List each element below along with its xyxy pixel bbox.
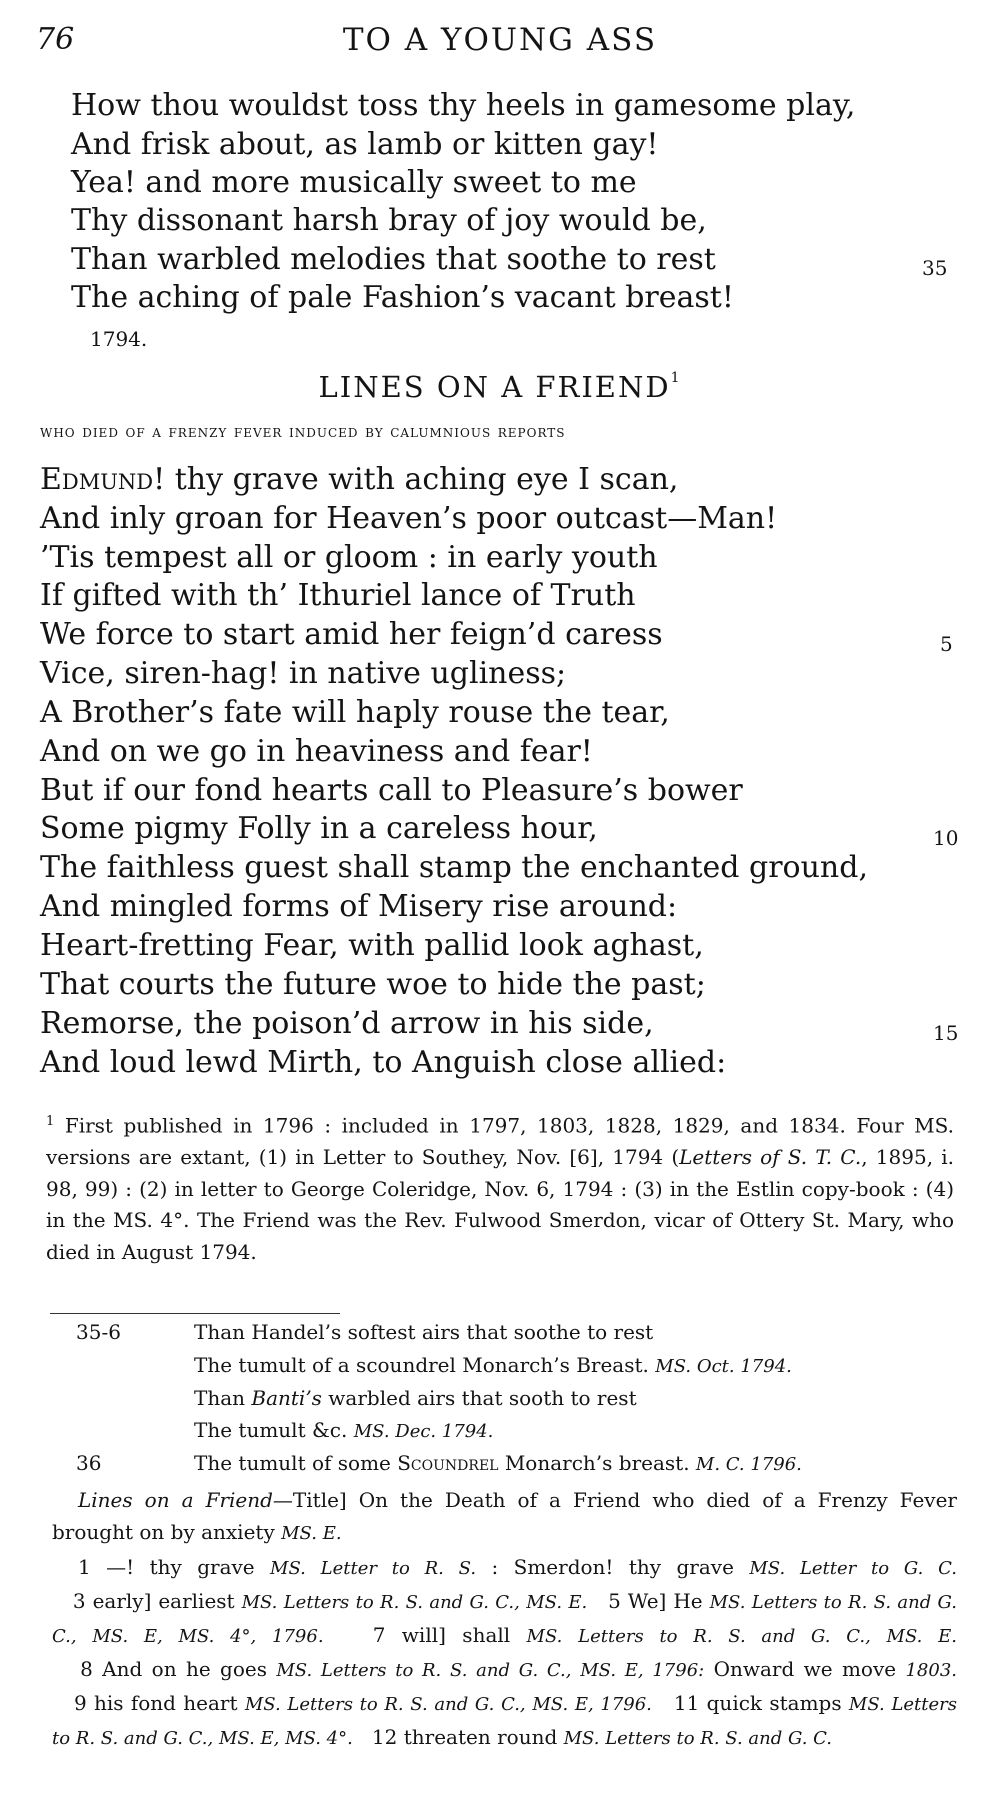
poem-line: Heart-fretting Fear, with pallid look aghast,	[40, 928, 704, 963]
variant-line	[194, 1386, 637, 1410]
apparatus-text: 3 early] earliest	[52, 1589, 242, 1613]
variant-smallcaps: Scoundrel	[397, 1451, 499, 1475]
apparatus-source: MS. Letters to R. S. and G. C.	[563, 1728, 832, 1749]
poem-line: The aching of pale Fashion’s vacant breast!	[71, 280, 734, 315]
apparatus-text: 1 —! thy grave	[78, 1555, 271, 1579]
apparatus-source: MS. Letters to R. S. and G. C., MS. E, 1796:	[276, 1660, 705, 1681]
poem-line	[40, 462, 678, 497]
poem-line: That courts the future woe to hide the past;	[40, 967, 706, 1002]
variant-text: The tumult &c.	[194, 1418, 348, 1442]
poem-line: We force to start amid her feign’d caress	[40, 617, 663, 652]
poem-line: A Brother’s fate will haply rouse the tear,	[40, 695, 670, 730]
apparatus-text: —Title] On the Death of a Friend who died of a Frenzy Fever brought on by anxiety	[52, 1488, 957, 1544]
poem-title	[0, 370, 1000, 404]
poem-line: But if our fond hearts call to Pleasure’s bower	[40, 773, 743, 808]
apparatus-source: MS. Letter to R. S.	[270, 1558, 477, 1579]
apparatus-source: 1803.	[905, 1660, 957, 1681]
variant-text: Monarch’s breast.	[498, 1451, 690, 1475]
line-number: 15	[933, 1021, 959, 1045]
poem-line: If gifted with th’ Ithuriel lance of Truth	[40, 578, 636, 613]
footnote-italic: Letters of S. T. C.	[679, 1145, 862, 1170]
variant-line	[194, 1451, 802, 1475]
line-number: 10	[933, 826, 959, 850]
variant-line	[194, 1418, 493, 1442]
apparatus-text: 9 his fond heart	[52, 1691, 245, 1715]
poem-line: Thy dissonant harsh bray of joy would be,	[71, 203, 707, 238]
poem-line: How thou wouldst toss thy heels in gamesome play,	[71, 88, 856, 123]
poem-line: And mingled forms of Misery rise around:	[40, 889, 678, 924]
poem-title-text: LINES ON A FRIEND	[318, 370, 671, 404]
apparatus-source: MS. Letters to R. S. and G. C., MS. E, MS. 4°.	[52, 1694, 958, 1749]
footnote-ref: 1	[670, 370, 682, 386]
poem-line: And inly groan for Heaven’s poor outcast—Man!	[40, 501, 778, 536]
variant-ref: 35-6	[76, 1320, 121, 1344]
poem-line: ’Tis tempest all or gloom : in early youth	[40, 540, 658, 575]
poem-line: And frisk about, as lamb or kitten gay!	[71, 127, 659, 162]
line-number: 5	[940, 632, 953, 656]
variant-source: M. C. 1796.	[695, 1454, 802, 1475]
apparatus-text: 7 will] shall	[323, 1623, 527, 1647]
line-number: 35	[922, 256, 948, 280]
apparatus-source: MS. Letters to R. S. and G. C., MS. E.	[241, 1592, 588, 1613]
poem-line: Yea! and more musically sweet to me	[71, 165, 637, 200]
poem-line: Remorse, the poison’d arrow in his side,	[40, 1006, 654, 1041]
apparatus-italic: Lines on a Friend	[78, 1488, 273, 1512]
footnote-mark: 1	[46, 1114, 55, 1129]
apparatus-source: MS. Letters to R. S. and G. C., MS. E, MS. 4°, 1796.	[52, 1592, 957, 1647]
poem-line: And loud lewd Mirth, to Anguish close allied:	[40, 1045, 727, 1080]
running-title: TO A YOUNG ASS	[342, 22, 658, 58]
poem-first-word: Edmund	[40, 462, 154, 497]
apparatus-source: MS. Letters to R. S. and G. C., MS. E.	[526, 1626, 957, 1647]
apparatus-source: MS. E.	[281, 1523, 342, 1544]
poem-subtitle: who died of a frenzy fever induced by calumnious reports	[40, 422, 566, 442]
apparatus-text: : Smerdon! thy grave	[476, 1555, 750, 1579]
variant-text: warbled airs that sooth to rest	[321, 1386, 637, 1410]
apparatus-source: MS. Letters to R. S. and G. C., MS. E, 1796.	[244, 1694, 652, 1715]
apparatus-text: 11 quick stamps	[651, 1691, 849, 1715]
apparatus-source: MS. Letter to G. C.	[749, 1558, 957, 1579]
variant-line: Than Handel’s softest airs that soothe to rest	[194, 1320, 654, 1344]
variant-text: The tumult of a scoundrel Monarch’s Breast.	[194, 1353, 649, 1377]
poem-line: Than warbled melodies that soothe to rest	[71, 242, 716, 277]
variant-text: Than	[194, 1386, 252, 1410]
poem-line: Vice, siren-hag! in native ugliness;	[40, 656, 567, 691]
footnote-text: , 1895, i. 98, 99) : (2) in letter to George Coleridge, Nov. 6, 1794 : (3) in the Estlin copy-book : (4) in the MS. 4°. The Friend was the Rev. Fulwood Smerdon, vicar of Ottery St. Mary, who died in August 1794.	[46, 1145, 954, 1264]
apparatus-text: 5 We] He	[587, 1589, 710, 1613]
page-number: 76	[36, 22, 75, 57]
variant-italic: Banti’s	[251, 1386, 322, 1410]
poem-line: Some pigmy Folly in a careless hour,	[40, 811, 598, 846]
poem-line: And on we go in heaviness and fear!	[40, 734, 593, 769]
apparatus-line-notes	[52, 1551, 957, 1755]
apparatus-text: 8 And on he goes	[52, 1657, 277, 1681]
poem-line-text: ! thy grave with aching eye I scan,	[153, 462, 679, 497]
variant-line	[194, 1353, 792, 1377]
apparatus-text: Onward we move	[704, 1657, 906, 1681]
apparatus-text: 12 threaten round	[352, 1725, 564, 1749]
apparatus-title-note	[52, 1484, 957, 1550]
footnote-text: First published in 1796 : included in 1797, 1803, 1828, 1829, and 1834. Four MS. versions are extant, (1) in Letter to Southey, Nov. [6], 1794 (	[46, 1113, 954, 1170]
variant-text: The tumult of some	[194, 1451, 398, 1475]
variant-ref: 36	[76, 1451, 102, 1475]
footnote	[46, 1106, 954, 1268]
apparatus-divider	[50, 1313, 340, 1314]
variant-source: MS. Dec. 1794.	[353, 1421, 494, 1442]
variant-source: MS. Oct. 1794.	[655, 1356, 792, 1377]
poem-date: 1794.	[90, 327, 148, 351]
poem-line: The faithless guest shall stamp the enchanted ground,	[40, 850, 868, 885]
